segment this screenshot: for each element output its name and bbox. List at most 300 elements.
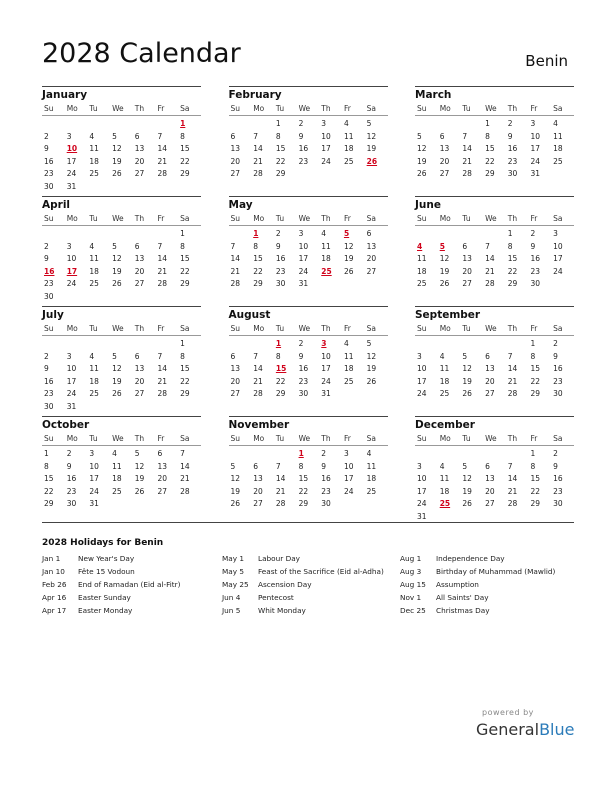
- day-cell: 22: [44, 486, 54, 496]
- holiday-name: Easter Monday: [78, 606, 133, 615]
- week-row: [42, 461, 201, 474]
- day-cell: 15: [180, 364, 190, 373]
- weekday-label: Su: [417, 434, 427, 443]
- day-cell: 15: [275, 144, 286, 153]
- empty-cell: [178, 498, 201, 511]
- day-cell: 17: [321, 364, 331, 373]
- day-cell: 11: [89, 144, 99, 153]
- day-cell: 24: [89, 486, 99, 496]
- empty-cell: [528, 181, 551, 194]
- day-cell: 6: [230, 351, 236, 361]
- empty-cell: [506, 448, 529, 461]
- holiday-column: [222, 552, 384, 617]
- day-cell: 17: [89, 474, 99, 483]
- day-cell: 20: [485, 486, 495, 496]
- weekday-label: Sa: [366, 324, 376, 333]
- month-name: September: [415, 309, 481, 321]
- day-cell: 21: [485, 266, 495, 276]
- day-cell: 15: [253, 254, 263, 263]
- month-name: July: [42, 309, 64, 321]
- day-cell: 25: [89, 389, 99, 398]
- day-cell: 27: [134, 279, 145, 288]
- day-cell: 24: [66, 169, 77, 178]
- empty-cell: [87, 338, 110, 351]
- empty-cell: [460, 448, 483, 461]
- month-row: [42, 86, 574, 196]
- day-cell: 30: [275, 279, 286, 288]
- day-cell: 26: [112, 279, 122, 288]
- day-cell: 21: [462, 156, 472, 166]
- day-cell: 2: [553, 339, 558, 348]
- day-cell: 21: [157, 156, 167, 166]
- day-cell: 17: [553, 254, 563, 263]
- day-cell: 9: [275, 241, 281, 251]
- empty-cell: [342, 401, 365, 414]
- weekday-label: Sa: [553, 104, 563, 113]
- day-cell: 22: [180, 376, 190, 386]
- day-cell: 28: [253, 169, 263, 178]
- day-cell: 20: [134, 266, 145, 276]
- empty-cell: [483, 228, 506, 241]
- empty-cell: [133, 181, 156, 194]
- day-cell: 21: [253, 376, 263, 386]
- weekday-header: [42, 212, 201, 225]
- empty-cell: [229, 228, 252, 241]
- day-cell: 20: [439, 156, 450, 166]
- empty-cell: [42, 118, 65, 131]
- empty-cell: [319, 278, 342, 291]
- day-cell: 17: [530, 144, 540, 153]
- day-cell: 15: [530, 474, 540, 483]
- day-cell: 29: [44, 499, 54, 508]
- empty-cell: [551, 181, 574, 194]
- day-cell: 29: [530, 499, 540, 508]
- week-row: [229, 376, 388, 389]
- day-cell: 11: [439, 364, 450, 373]
- empty-cell: [460, 228, 483, 241]
- day-cell: 13: [485, 474, 495, 483]
- day-cell: 3: [321, 119, 327, 128]
- holiday-item: [42, 552, 181, 565]
- day-cell: 6: [485, 351, 490, 361]
- day-cell: 19: [230, 486, 241, 496]
- empty-cell: [483, 338, 506, 351]
- day-cell: 6: [366, 229, 372, 238]
- holiday-item: [42, 591, 181, 604]
- weekday-label: Sa: [366, 214, 376, 223]
- day-grid: [42, 116, 201, 193]
- day-cell: 31: [66, 401, 77, 411]
- holiday-item: [400, 565, 555, 578]
- day-cell: 11: [112, 461, 122, 471]
- day-cell: 27: [134, 389, 145, 398]
- weekday-label: Th: [321, 104, 331, 113]
- holiday-date: May 1: [222, 554, 245, 563]
- holiday-date: Aug 1: [400, 554, 422, 563]
- holiday-name: Easter Sunday: [78, 593, 131, 602]
- holiday-item: [400, 552, 555, 565]
- holiday-date: Jan 1: [42, 554, 61, 563]
- empty-cell: [229, 401, 252, 414]
- week-row: [229, 131, 388, 144]
- empty-cell: [528, 401, 551, 414]
- weekday-label: Fr: [343, 434, 351, 443]
- day-cell: 16: [298, 364, 309, 373]
- empty-cell: [460, 291, 483, 304]
- week-row: [229, 241, 388, 254]
- day-cell: 30: [44, 291, 54, 301]
- day-cell: 28: [485, 279, 495, 288]
- holiday-name: New Year's Day: [78, 554, 135, 563]
- weekday-label: Fr: [343, 324, 351, 333]
- day-cell: 27: [485, 389, 495, 398]
- holiday-name: Birthday of Muhammad (Mawlid): [436, 567, 556, 576]
- empty-cell: [251, 291, 274, 304]
- day-cell: 1: [530, 449, 536, 458]
- day-cell: 13: [253, 474, 263, 483]
- empty-cell: [365, 278, 388, 291]
- day-cell: 29: [485, 169, 495, 178]
- weekday-label: Fr: [530, 104, 538, 113]
- weekday-label: Su: [417, 324, 427, 333]
- day-cell: 11: [89, 254, 99, 263]
- week-row: [42, 448, 201, 461]
- week-row: [42, 486, 201, 499]
- day-cell: 5: [462, 351, 468, 361]
- day-cell: 28: [462, 169, 472, 178]
- empty-cell: [155, 228, 178, 241]
- day-cell: 8: [180, 351, 185, 361]
- weekday-label: We: [112, 434, 124, 443]
- empty-cell: [178, 291, 201, 304]
- day-cell: 8: [253, 241, 258, 251]
- day-cell: 27: [134, 169, 145, 178]
- month-block: [415, 416, 574, 526]
- week-row: [229, 401, 388, 414]
- month-block: [42, 306, 201, 416]
- day-cell: 28: [180, 486, 190, 496]
- day-cell: 5: [112, 131, 117, 141]
- day-cell: 17: [417, 486, 427, 496]
- day-cell: 29: [180, 279, 190, 288]
- empty-cell: [483, 401, 506, 414]
- holiday-date: Aug 15: [400, 580, 426, 589]
- empty-cell: [155, 118, 178, 131]
- week-row: [229, 228, 388, 241]
- empty-cell: [528, 291, 551, 304]
- day-cell: 3: [298, 229, 304, 238]
- day-cell: 18: [343, 364, 354, 373]
- empty-cell: [415, 338, 438, 351]
- empty-cell: [460, 181, 483, 194]
- week-row: [42, 266, 201, 279]
- empty-cell: [178, 401, 201, 414]
- day-cell: 15: [485, 144, 495, 153]
- weekday-label: We: [112, 214, 124, 223]
- weekday-header: [229, 322, 388, 335]
- day-grid: [229, 226, 388, 303]
- day-cell: 27: [462, 279, 472, 288]
- weekday-label: Th: [134, 104, 145, 113]
- day-cell: 29: [180, 389, 190, 398]
- empty-cell: [65, 228, 88, 241]
- weekday-label: Tu: [89, 434, 98, 443]
- day-cell: 2: [44, 131, 49, 141]
- day-cell: 21: [507, 486, 518, 496]
- day-cell: 30: [553, 389, 563, 398]
- day-cell: 22: [530, 376, 540, 386]
- day-cell: 26: [366, 376, 377, 386]
- week-row: [42, 498, 201, 511]
- day-cell: 18: [343, 144, 354, 153]
- week-row: [415, 118, 574, 131]
- weekday-label: Sa: [180, 324, 190, 333]
- day-cell: 4: [112, 449, 117, 458]
- day-cell: 28: [157, 279, 167, 288]
- day-cell: 25: [366, 486, 377, 496]
- day-cell: 13: [366, 241, 377, 251]
- day-cell: 28: [157, 169, 167, 178]
- powered-by-text: powered by: [482, 708, 534, 717]
- weekday-label: We: [298, 324, 311, 333]
- week-row: [42, 228, 201, 241]
- day-cell: 23: [553, 376, 563, 386]
- day-cell: 14: [157, 364, 167, 373]
- weekday-label: Mo: [439, 104, 451, 113]
- weekday-label: Fr: [157, 214, 165, 223]
- weekday-header: [415, 212, 574, 225]
- day-cell: 30: [530, 279, 540, 288]
- weekday-header: [415, 432, 574, 445]
- day-cell: 31: [417, 511, 427, 521]
- empty-cell: [297, 401, 320, 414]
- weekday-label: We: [485, 434, 497, 443]
- day-cell: 11: [366, 461, 377, 471]
- empty-cell: [87, 401, 110, 414]
- day-cell: 7: [253, 351, 258, 361]
- day-cell: 8: [507, 241, 513, 251]
- day-grid: [229, 446, 388, 523]
- day-cell: 1: [180, 339, 185, 348]
- day-cell: 12: [462, 474, 472, 483]
- day-cell: 6: [439, 131, 445, 141]
- day-cell: 22: [180, 156, 190, 166]
- day-cell: 8: [485, 131, 490, 141]
- day-cell: 26: [462, 499, 472, 508]
- day-cell: 20: [485, 376, 495, 386]
- day-cell: 3: [89, 449, 95, 458]
- holiday-name: End of Ramadan (Eid al-Fitr): [78, 580, 181, 589]
- weekday-label: Tu: [275, 214, 285, 223]
- weekday-label: Mo: [439, 434, 451, 443]
- month-row: [42, 306, 574, 416]
- empty-cell: [155, 338, 178, 351]
- month-block: [229, 306, 388, 416]
- day-cell: 3: [66, 131, 72, 141]
- day-cell: 10: [417, 364, 427, 373]
- week-row: [42, 253, 201, 266]
- weekday-label: We: [485, 104, 497, 113]
- month-row: [42, 196, 574, 306]
- day-cell: 22: [530, 486, 540, 496]
- day-cell: 25: [343, 156, 354, 166]
- empty-cell: [251, 181, 274, 194]
- week-row: [415, 448, 574, 461]
- day-cell: 24: [417, 389, 427, 398]
- day-cell: 6: [134, 241, 140, 251]
- day-cell: 9: [44, 254, 49, 263]
- weekday-label: Su: [230, 434, 241, 443]
- day-grid: [42, 446, 201, 523]
- empty-cell: [155, 291, 178, 304]
- empty-cell: [251, 118, 274, 131]
- empty-cell: [319, 181, 342, 194]
- empty-cell: [506, 338, 529, 351]
- day-cell: 14: [157, 254, 167, 263]
- day-cell: 12: [134, 461, 145, 471]
- week-row: [42, 338, 201, 351]
- day-cell: 18: [321, 254, 331, 263]
- day-cell: 18: [366, 474, 377, 483]
- weekday-label: Tu: [275, 434, 285, 443]
- month-name: March: [415, 89, 452, 101]
- month-block: [415, 86, 574, 196]
- empty-cell: [65, 338, 88, 351]
- day-cell: 19: [112, 266, 122, 276]
- day-cell: 15: [44, 474, 54, 483]
- day-cell: 4: [89, 351, 95, 361]
- holiday-date: Jun 4: [222, 593, 241, 602]
- week-row: [415, 241, 574, 254]
- weekday-label: Th: [321, 214, 331, 223]
- day-cell: 16: [507, 144, 518, 153]
- day-cell: 16: [66, 474, 77, 483]
- weekday-label: Th: [507, 104, 518, 113]
- day-cell: 24: [321, 156, 331, 166]
- day-cell: 10: [66, 254, 77, 263]
- empty-cell: [415, 401, 438, 414]
- month-name: August: [228, 309, 271, 321]
- day-cell: 6: [253, 461, 258, 471]
- weekday-label: Fr: [530, 434, 538, 443]
- day-cell: 4: [343, 119, 349, 128]
- day-cell: 10: [417, 474, 427, 483]
- weekday-label: Th: [134, 434, 145, 443]
- day-cell: 1: [485, 119, 490, 128]
- weekday-label: Mo: [253, 324, 265, 333]
- week-row: [415, 401, 574, 414]
- day-cell: 24: [321, 376, 331, 386]
- day-cell: 30: [66, 499, 77, 508]
- holiday-date: Dec 25: [400, 606, 426, 615]
- empty-cell: [365, 181, 388, 194]
- weekday-label: Tu: [275, 104, 285, 113]
- country-name: Benin: [525, 52, 568, 70]
- empty-cell: [506, 291, 529, 304]
- week-row: [415, 291, 574, 304]
- day-cell: 3: [343, 449, 349, 458]
- day-cell: 15: [180, 144, 190, 153]
- weekday-label: Mo: [66, 104, 78, 113]
- empty-cell: [87, 181, 110, 194]
- day-cell: 8: [275, 351, 281, 361]
- day-cell: 11: [321, 241, 331, 251]
- holiday-item: [222, 552, 384, 565]
- day-cell: 17: [343, 474, 354, 483]
- day-cell: 8: [530, 461, 536, 471]
- day-cell: 5: [112, 351, 117, 361]
- weekday-label: Su: [230, 104, 241, 113]
- day-cell: 26: [343, 266, 354, 276]
- weekday-label: Fr: [157, 324, 165, 333]
- day-cell: 15: [180, 254, 190, 263]
- empty-cell: [229, 338, 252, 351]
- day-cell: 16: [553, 364, 563, 373]
- day-cell: 24: [417, 499, 427, 508]
- day-cell: 2: [275, 229, 281, 238]
- weekday-label: Fr: [530, 214, 538, 223]
- day-cell: 25: [343, 376, 354, 386]
- weekday-label: Tu: [89, 104, 98, 113]
- empty-cell: [438, 118, 461, 131]
- day-cell: 14: [507, 474, 518, 483]
- weekday-label: Th: [507, 434, 518, 443]
- week-row: [42, 168, 201, 181]
- day-cell: 2: [66, 449, 72, 458]
- week-row: [415, 376, 574, 389]
- day-cell: 29: [253, 279, 263, 288]
- weekday-header: [229, 212, 388, 225]
- day-cell: 16: [530, 254, 540, 263]
- empty-cell: [251, 448, 274, 461]
- empty-cell: [155, 401, 178, 414]
- weekday-label: Fr: [157, 434, 165, 443]
- holiday-name: Feast of the Sacrifice (Eid al-Adha): [258, 567, 384, 576]
- month-block: [229, 196, 388, 306]
- day-cell: 13: [157, 461, 167, 471]
- empty-cell: [438, 228, 461, 241]
- day-cell: 5: [134, 449, 140, 458]
- day-cell: 16: [44, 156, 54, 166]
- brand-logo[interactable]: [476, 720, 574, 739]
- empty-cell: [415, 448, 438, 461]
- holiday-date: Apr 17: [42, 606, 67, 615]
- day-cell: 18: [89, 266, 99, 276]
- holiday-day-cell: 25: [321, 266, 332, 276]
- day-cell: 26: [462, 389, 472, 398]
- empty-cell: [229, 448, 252, 461]
- empty-cell: [274, 448, 297, 461]
- day-cell: 13: [485, 364, 495, 373]
- day-cell: 10: [321, 131, 331, 141]
- day-cell: 7: [507, 461, 513, 471]
- empty-cell: [365, 168, 388, 181]
- day-grid: [42, 336, 201, 413]
- holiday-date: Feb 26: [42, 580, 67, 589]
- day-cell: 4: [439, 351, 445, 361]
- holiday-name: Whit Monday: [258, 606, 306, 615]
- week-row: [415, 388, 574, 401]
- day-cell: 7: [157, 241, 163, 251]
- month-block: [42, 416, 201, 526]
- day-cell: 5: [366, 119, 372, 128]
- weekday-label: Sa: [553, 214, 563, 223]
- day-cell: 16: [44, 376, 54, 386]
- holiday-name: Independence Day: [436, 554, 505, 563]
- weekday-label: We: [112, 104, 124, 113]
- empty-cell: [133, 118, 156, 131]
- week-row: [415, 461, 574, 474]
